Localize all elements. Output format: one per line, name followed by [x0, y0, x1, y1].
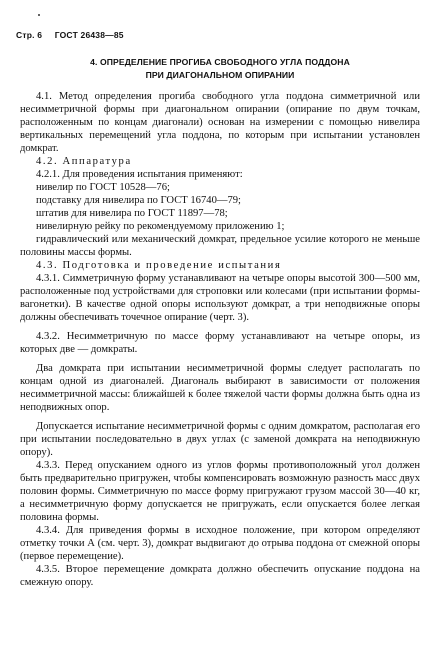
- subheading-4-3: 4.3. Подготовка и проведение испытания: [36, 260, 282, 271]
- page-number: Стр. 6: [16, 30, 43, 40]
- list-item-rod: нивелирную рейку по рекомендуемому приложению 1;: [36, 221, 285, 232]
- paragraph-4-3-4: 4.3.4. Для приведения формы в исходное положение, при котором определяют отметку точки А (см. черт. 3), домкрат выдвигают до отрыва поддона от смежной опоры (первое перемещение).: [20, 525, 420, 562]
- section-title-line-1: 4. ОПРЕДЕЛЕНИЕ ПРОГИБА СВОБОДНОГО УГЛА ПОДДОНА: [90, 57, 350, 67]
- list-item-tripod: штатив для нивелира по ГОСТ 11897—78;: [36, 208, 228, 219]
- scan-speck: [38, 14, 40, 16]
- paragraph-4-1: 4.1. Метод определения прогиба свободного угла поддона симметричной или несимметричной формы при диагональном опирании (опирание по двум точкам, расположенным по концам диагонали) основан на измерении с помощью нивелира вертикальных перемещений угла поддона, по которым при испытании установлен домкрат.: [20, 91, 420, 154]
- section-title: [20, 56, 420, 82]
- paragraph-4-3-3: 4.3.3. Перед опусканием одного из углов формы противоположный угол должен быть предварительно пригружен, чтобы компенсировать возможную разность масс двух половин формы. Симметричную по массе форму пригружают грузом массой 30—40 кг, а несимметричную форму допускается не пригружать, если опускается более легкая половина формы.: [20, 460, 420, 523]
- section-title-line-2: ПРИ ДИАГОНАЛЬНОМ ОПИРАНИИ: [145, 70, 295, 80]
- paragraph-4-2-1: 4.2.1. Для проведения испытания применяют:: [36, 169, 243, 180]
- paragraph-4-3-2: 4.3.2. Несимметричную по массе форму устанавливают на четыре опоры, из которых две — домкраты.: [20, 331, 420, 355]
- list-item-jack: гидравлический или механический домкрат, предельное усилие которого не меньше половины массы формы.: [20, 234, 420, 258]
- standard-code: ГОСТ 26438—85: [54, 30, 124, 40]
- paragraph-two-jacks: Два домкрата при испытании несимметричной формы следует располагать по концам одной из диагоналей. Диагональ выбирают в зависимости от положения несимметричной массы: ближайшей к более тяжелой части формы должна быть одна из неподвижных опор.: [20, 363, 420, 413]
- subheading-4-2: 4.2. Аппаратура: [36, 156, 132, 167]
- list-item-stand: подставку для нивелира по ГОСТ 16740—79;: [36, 195, 241, 206]
- paragraph-4-3-1: 4.3.1. Симметричную форму устанавливают на четыре опоры высотой 300—500 мм, расположенные под устройствами для строповки или колесами (при испытании формы-вагонетки). В качестве одной опоры используют домкрат, а три неподвижные опоры должны обеспечивать точечное опирание (черт. 3).: [20, 273, 420, 323]
- paragraph-4-3-5: 4.3.5. Второе перемещение домкрата должно обеспечить опускание поддона на смежную опору.: [20, 564, 420, 588]
- document-body: [20, 90, 420, 589]
- list-item-level: нивелир по ГОСТ 10528—76;: [36, 182, 170, 193]
- page-header: [16, 30, 134, 40]
- paragraph-one-jack: Допускается испытание несимметричной формы с одним домкратом, располагая его при испытании последовательно в двух углах (с заменой домкрата на неподвижную опору).: [20, 421, 420, 458]
